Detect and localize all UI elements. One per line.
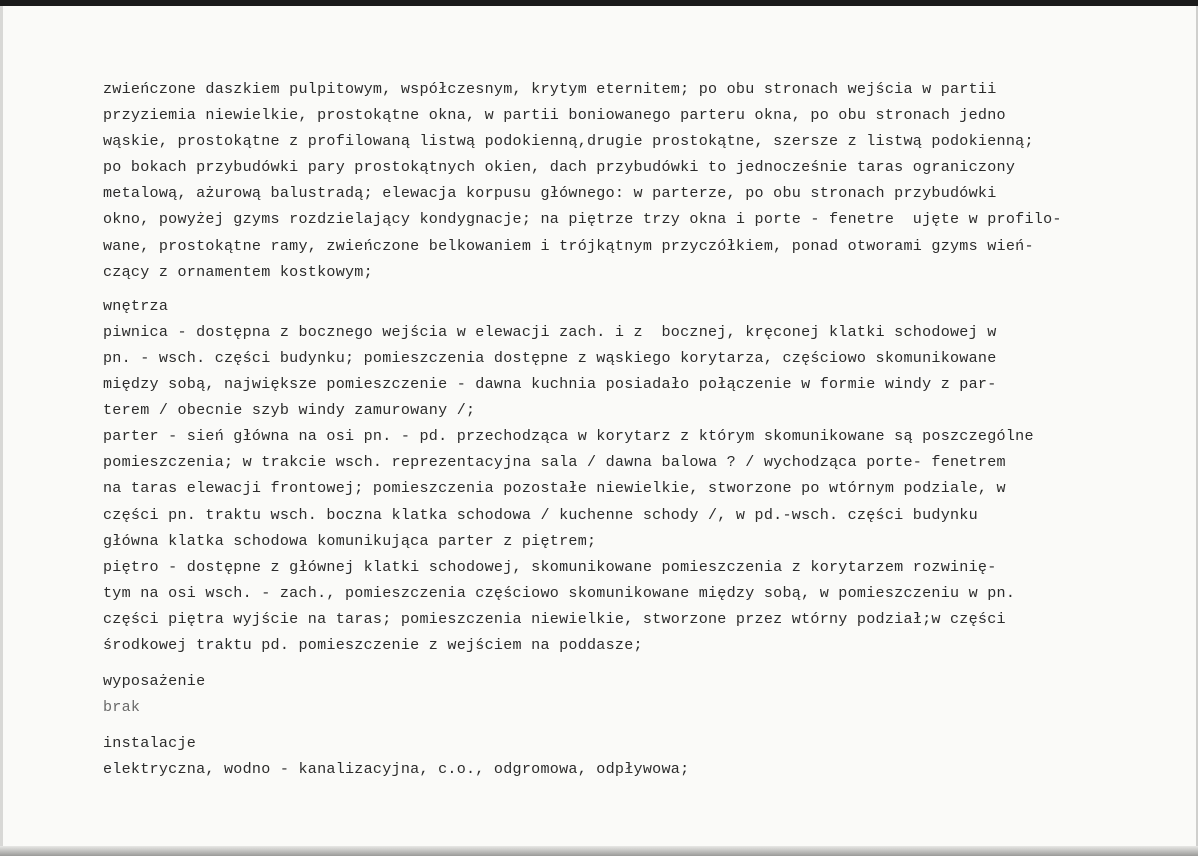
text-line: wane, prostokątne ramy, zwieńczone belkowaniem i trójkątnym przyczółkiem, ponad otworami gzyms wień- [103, 236, 1034, 255]
text-line: przyziemia niewielkie, prostokątne okna, w partii boniowanego parteru okna, po obu stronach jedno [103, 106, 1006, 125]
text-line: środkowej traktu pd. pomieszczenie z wejściem na poddasze; [103, 635, 643, 654]
section-heading-installations: instalacje [103, 734, 197, 753]
text-line: piętro - dostępne z głównej klatki schodowej, skomunikowane pomieszczenia z korytarzem rozwinię- [103, 557, 997, 576]
text-line: części pn. traktu wsch. boczna klatka schodowa / kuchenne schody /, w pd.-wsch. części budynku [103, 505, 978, 524]
text-line: pn. - wsch. części budynku; pomieszczenia dostępne z wąskiego korytarza, częściowo skomunikowane [103, 348, 997, 367]
text-line: czący z ornamentem kostkowym; [103, 262, 373, 281]
text-line: metalową, ażurową balustradą; elewacja korpusu głównego: w parterze, po obu stronach przybudówki [103, 184, 997, 203]
text-line: parter - sień główna na osi pn. - pd. przechodząca w korytarz z którym skomunikowane są poszczególne [103, 427, 1034, 446]
section-heading-interiors: wnętrza [103, 296, 169, 315]
typewritten-text [103, 76, 1193, 782]
scan-bottom-edge [0, 846, 1198, 856]
text-line: między sobą, największe pomieszczenie - dawna kuchnia posiadało połączenie w formie windy z par- [103, 375, 997, 394]
text-line: zwieńczone daszkiem pulpitowym, współczesnym, krytym eternitem; po obu stronach wejścia w partii [103, 80, 997, 98]
text-line: na taras elewacji frontowej; pomieszczenia pozostałe niewielkie, stworzone po wtórnym podziale, w [103, 479, 1006, 498]
section-interiors [103, 293, 1193, 658]
paragraph-exterior [103, 76, 1193, 285]
section-heading-equipment: wyposażenie [103, 672, 206, 691]
text-line: wąskie, prostokątne z profilowaną listwą podokienną,drugie prostokątne, szersze z listwą podokienną; [103, 132, 1034, 151]
text-line: części piętra wyjście na taras; pomieszczenia niewielkie, stworzone przez wtórny podział;w części [103, 609, 1006, 628]
text-line: po bokach przybudówki pary prostokątnych okien, dach przybudówki to jednocześnie taras ograniczony [103, 158, 1016, 177]
text-line: tym na osi wsch. - zach., pomieszczenia częściowo skomunikowane między sobą, w pomieszczeniu w pn. [103, 583, 1016, 602]
section-installations [103, 730, 1193, 782]
text-line: piwnica - dostępna z bocznego wejścia w elewacji zach. i z bocznej, kręconej klatki schodowej w [103, 322, 997, 341]
text-line: główna klatka schodowa komunikująca parter z piętrem; [103, 531, 597, 550]
equipment-value: brak [103, 698, 141, 717]
scan-left-edge [0, 6, 3, 846]
text-line: pomieszczenia; w trakcie wsch. reprezentacyjna sala / dawna balowa ? / wychodząca porte- fenetrem [103, 453, 1006, 472]
text-line: okno, powyżej gzyms rozdzielający kondygnacje; na piętrze trzy okna i porte - fenetre ujęte w profilo- [103, 210, 1062, 229]
scan-top-edge [0, 0, 1198, 6]
section-equipment [103, 668, 1193, 720]
text-line: terem / obecnie szyb windy zamurowany /; [103, 401, 476, 420]
installations-value: elektryczna, wodno - kanalizacyjna, c.o., odgromowa, odpływowa; [103, 760, 690, 779]
